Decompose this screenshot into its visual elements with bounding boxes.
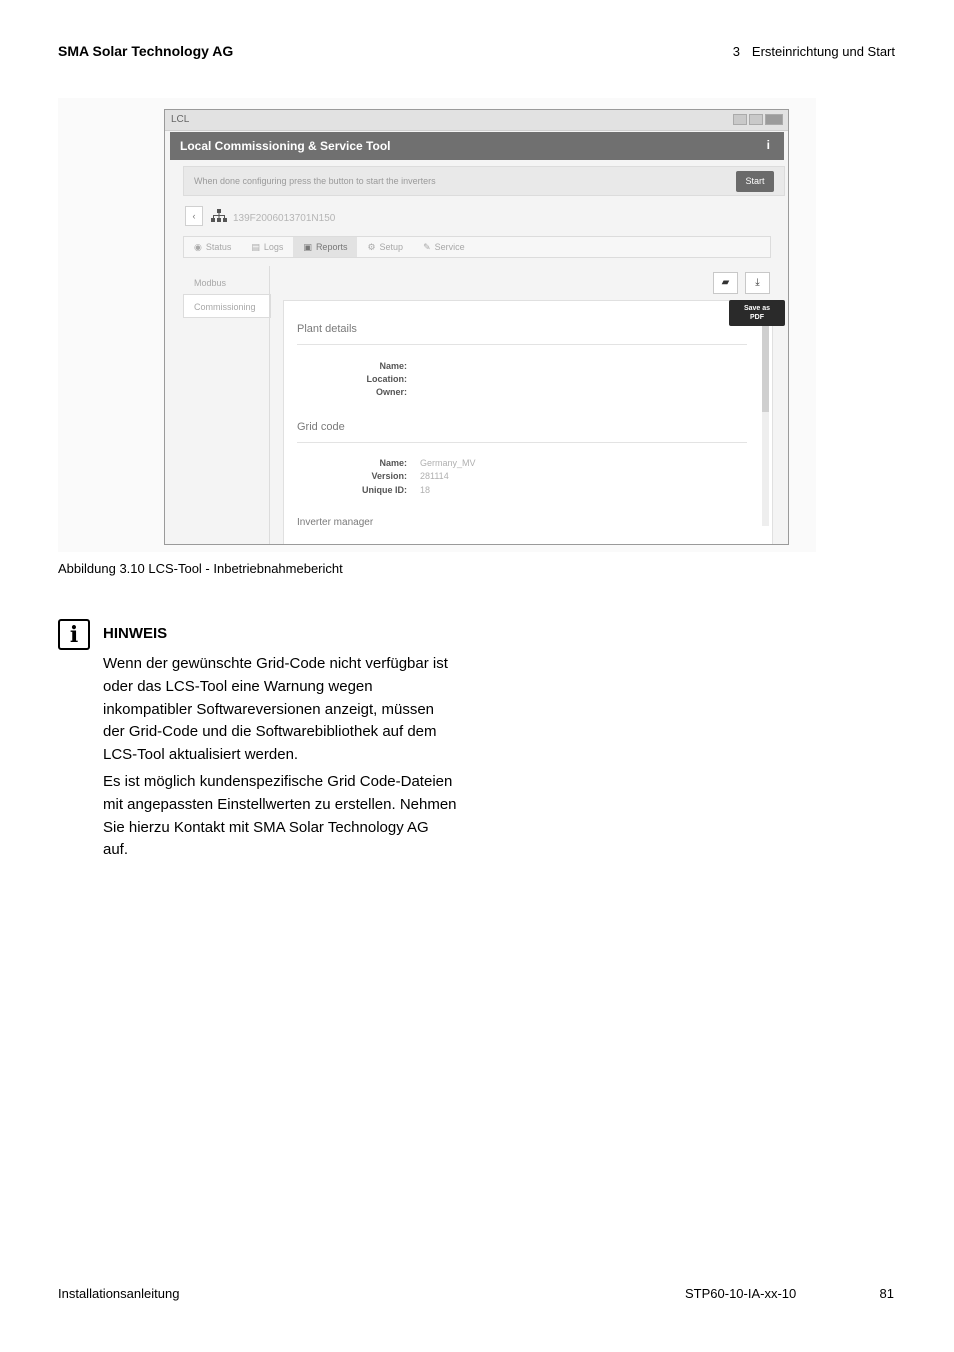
start-notice [183,166,785,196]
chapter-title: Ersteinrichtung und Start [751,44,895,59]
download-icon: ⤓ [755,277,760,288]
chapter-number: 3 [732,44,740,59]
report-sidebar [183,270,271,318]
gear-icon: ⚙ [367,241,376,252]
lcs-window-screenshot [164,109,789,545]
report-panel [283,300,773,545]
report-scrollbar[interactable] [762,306,769,526]
sidebar-item-commissioning[interactable]: Commissioning [183,294,271,318]
app-header [170,132,784,160]
grid-name-label: Name: [379,458,407,468]
footer-doc-id: STP60-10-IA-xx-10 [685,1286,797,1301]
tab-reports-label: Reports [315,242,348,252]
scrollbar-thumb[interactable] [762,322,769,412]
tab-status-label: Status [205,242,232,252]
grid-code-title: Grid code [297,421,345,433]
grid-unique-id-value: 18 [420,485,431,495]
open-folder-button[interactable] [713,272,738,294]
note-paragraph-2 [103,771,468,862]
tooltip-line: Save as [743,305,771,312]
tab-logs-label: Logs [263,242,284,252]
divider [297,442,747,443]
window-titlebar [165,110,788,131]
close-icon[interactable] [765,114,783,125]
plant-name-label: Name: [379,361,407,371]
tab-reports[interactable] [293,237,357,257]
info-note-icon [58,619,90,650]
grid-version-label: Version: [371,471,407,481]
window-controls [733,114,783,125]
sidebar-item-modbus[interactable]: Modbus [194,278,227,288]
divider [297,344,747,345]
info-glyph: i [69,622,79,648]
plant-details-title: Plant details [297,323,357,335]
tab-status[interactable] [184,237,241,257]
text-line: Wenn der gewünschte Grid-Code nicht verfügbar ist [103,655,448,672]
header-chapter [733,44,895,59]
text-line: der Grid-Code und die Softwarebibliothek auf dem [103,723,437,741]
notice-text: When done configuring press the button to start the inverters [194,176,436,186]
text-line: Sie hierzu Kontakt mit SMA Solar Technology AG [103,818,429,836]
note-paragraph-1 [103,653,468,767]
tab-setup-label: Setup [379,242,404,252]
sidebar-divider [269,266,270,545]
grid-version-value: 281114 [420,471,449,481]
app-title: Local Commissioning & Service Tool [180,139,391,153]
tooltip-line: PDF [750,314,764,321]
note-title: HINWEIS [103,625,168,642]
info-icon[interactable]: i [766,138,770,152]
back-button[interactable]: ‹ [185,206,203,226]
start-button[interactable]: Start [736,171,774,192]
grid-name-value: Germany_MV [420,458,476,468]
page-number: 81 [879,1286,894,1301]
grid-unique-id-label: Unique ID: [362,485,407,495]
header-company: SMA Solar Technology AG [58,43,234,59]
book-icon: ▤ [251,241,260,252]
footer-doc-type: Installationsanleitung [58,1286,180,1301]
save-pdf-tooltip [729,300,785,326]
window-logo: LCL [171,114,190,125]
maximize-icon[interactable] [749,114,763,125]
tab-setup[interactable] [357,237,413,257]
plant-tree-icon [211,209,227,226]
tab-service[interactable] [413,237,475,257]
plant-owner-label: Owner: [375,387,407,397]
eye-icon: ◉ [194,241,202,252]
text-line: Es ist möglich kundenspezifische Grid Code-Dateien [103,773,453,790]
folder-icon: ▰ [721,277,730,288]
text-line: auf. [103,841,129,859]
text-line: mit angepassten Einstellwerten zu erstellen. Nehmen [103,795,457,813]
save-pdf-button[interactable] [745,272,770,294]
text-line: LCS-Tool aktualisiert werden. [103,746,299,764]
text-line: inkompatibler Softwareversionen anzeigt, müssen [103,700,435,718]
minimize-icon[interactable] [733,114,747,125]
figure-caption: Abbildung 3.10 LCS-Tool - Inbetriebnahmebericht [58,561,343,576]
tab-service-label: Service [434,242,465,252]
inverter-manager-title: Inverter manager [297,517,374,528]
main-tabs [183,236,771,258]
wrench-icon: ✎ [423,241,431,252]
file-icon: ▣ [303,241,312,252]
text-line: oder das LCS-Tool eine Warnung wegen [103,677,373,695]
plant-location-label: Location: [366,374,407,384]
device-id: 139F2006013701N150 [233,213,336,224]
tab-logs[interactable] [241,237,293,257]
